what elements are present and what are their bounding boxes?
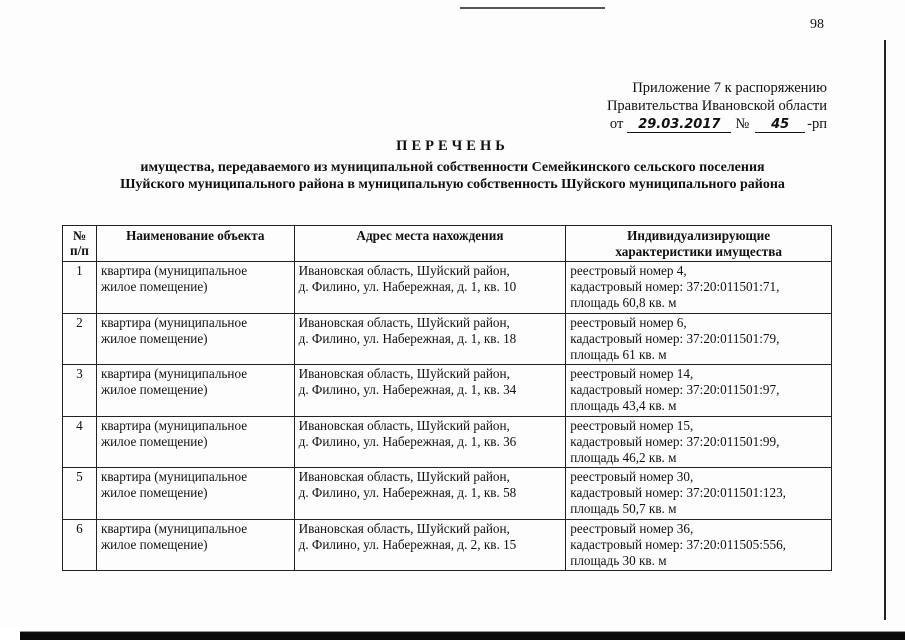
object-name-line-2: жилое помещение) xyxy=(100,536,208,552)
cadastral-number: кадастровый номер: 37:20:011501:123, xyxy=(570,485,786,500)
row-object-name xyxy=(96,365,294,417)
row-object-name xyxy=(96,468,294,520)
address-line-1: Ивановская область, Шуйский район, xyxy=(298,314,510,330)
cadastral-number: кадастровый номер: 37:20:011501:71, xyxy=(570,279,780,294)
row-number: 1 xyxy=(63,262,97,314)
table-header-row xyxy=(63,226,832,262)
document-subtitle xyxy=(30,159,875,193)
row-number: 5 xyxy=(63,468,97,520)
header-object-name: Наименование объекта xyxy=(96,226,294,262)
area: площадь 50,7 кв. м xyxy=(570,501,677,516)
row-address xyxy=(294,416,566,468)
appendix-line-1: Приложение 7 к распоряжению xyxy=(632,80,827,96)
area: площадь 30 кв. м xyxy=(570,552,667,568)
row-characteristics xyxy=(566,416,832,468)
appendix-line-3 xyxy=(607,115,827,133)
object-name-line-1: квартира (муниципальное xyxy=(100,469,248,484)
row-object-name xyxy=(96,416,294,468)
subtitle-line-2: Шуйского муниципального района в муниципальную собственность Шуйского муниципального района xyxy=(120,177,785,192)
appendix-line-2: Правительства Ивановской области xyxy=(606,98,827,114)
row-number: 3 xyxy=(63,365,97,417)
address-line-1: Ивановская область, Шуйский район, xyxy=(298,366,510,381)
registry-number: реестровый номер 14, xyxy=(570,366,694,381)
address-line-2: д. Филино, ул. Набережная, д. 1, кв. 34 xyxy=(298,382,517,397)
object-name-line-2: жилое помещение) xyxy=(100,279,208,294)
scan-artifact-top-line xyxy=(460,7,605,9)
table-row xyxy=(63,519,832,571)
document-title: ПЕРЕЧЕНЬ xyxy=(396,138,509,154)
header-characteristics-line-1: Индивидуализирующие xyxy=(627,228,771,243)
area: площадь 61 кв. м xyxy=(570,346,667,362)
cadastral-number: кадастровый номер: 37:20:011501:79, xyxy=(570,330,780,346)
row-address xyxy=(294,262,566,314)
registry-number: реестровый номер 6, xyxy=(570,314,687,330)
address-line-2: д. Филино, ул. Набережная, д. 1, кв. 18 xyxy=(298,330,517,346)
object-name-line-1: квартира (муниципальное xyxy=(100,417,248,433)
row-characteristics xyxy=(566,519,832,571)
row-address xyxy=(294,313,566,365)
object-name-line-1: квартира (муниципальное xyxy=(100,520,248,536)
table-row xyxy=(63,365,832,417)
cadastral-number: кадастровый номер: 37:20:011505:556, xyxy=(570,536,786,552)
property-table xyxy=(62,225,832,571)
number-label: № xyxy=(735,116,750,132)
header-number xyxy=(63,226,97,262)
registry-number: реестровый номер 15, xyxy=(570,417,694,433)
registry-number: реестровый номер 4, xyxy=(570,263,687,278)
area: площадь 43,4 кв. м xyxy=(570,398,677,413)
table-row xyxy=(63,262,832,314)
appendix-reference xyxy=(607,79,827,133)
object-name-line-1: квартира (муниципальное xyxy=(100,366,248,381)
address-line-1: Ивановская область, Шуйский район, xyxy=(298,263,510,278)
address-line-2: д. Филино, ул. Набережная, д. 1, кв. 58 xyxy=(298,485,517,500)
area: площадь 60,8 кв. м xyxy=(570,295,677,310)
row-characteristics xyxy=(566,468,832,520)
header-address: Адрес места нахождения xyxy=(294,226,566,262)
row-characteristics xyxy=(566,313,832,365)
header-number-line-2: п/п xyxy=(70,243,89,258)
header-number-line-1: № xyxy=(72,228,87,243)
header-characteristics-line-2: характеристики имущества xyxy=(615,244,782,259)
handwritten-number: 45 xyxy=(755,118,805,133)
row-number: 4 xyxy=(63,416,97,468)
registry-number: реестровый номер 30, xyxy=(570,469,694,484)
subtitle-line-1: имущества, передаваемого из муниципальной собственности Семейкинского сельского поселения xyxy=(140,160,765,175)
table-row xyxy=(63,313,832,365)
row-address xyxy=(294,365,566,417)
page-number: 98 xyxy=(810,17,824,32)
address-line-2: д. Филино, ул. Набережная, д. 2, кв. 15 xyxy=(298,536,517,552)
from-label: от xyxy=(609,116,624,132)
scan-artifact-bottom-bar xyxy=(0,626,905,640)
scan-artifact-right-edge xyxy=(884,40,886,620)
address-line-1: Ивановская область, Шуйский район, xyxy=(298,417,510,433)
area: площадь 46,2 кв. м xyxy=(570,449,677,465)
row-characteristics xyxy=(566,365,832,417)
row-object-name xyxy=(96,262,294,314)
cadastral-number: кадастровый номер: 37:20:011501:99, xyxy=(570,433,780,449)
header-characteristics xyxy=(566,226,832,262)
row-object-name xyxy=(96,519,294,571)
table-row xyxy=(63,416,832,468)
row-characteristics xyxy=(566,262,832,314)
address-line-2: д. Филино, ул. Набережная, д. 1, кв. 10 xyxy=(298,279,517,294)
row-object-name xyxy=(96,313,294,365)
object-name-line-1: квартира (муниципальное xyxy=(100,263,248,278)
object-name-line-2: жилое помещение) xyxy=(100,382,208,397)
address-line-2: д. Филино, ул. Набережная, д. 1, кв. 36 xyxy=(298,433,517,449)
object-name-line-2: жилое помещение) xyxy=(100,485,208,500)
registry-number: реестровый номер 36, xyxy=(570,520,694,536)
handwritten-date: 29.03.2017 xyxy=(627,118,731,133)
object-name-line-2: жилое помещение) xyxy=(100,433,208,449)
table-row xyxy=(63,468,832,520)
object-name-line-2: жилое помещение) xyxy=(100,330,208,346)
order-suffix: -рп xyxy=(807,116,827,132)
object-name-line-1: квартира (муниципальное xyxy=(100,314,248,330)
row-address xyxy=(294,519,566,571)
address-line-1: Ивановская область, Шуйский район, xyxy=(298,520,510,536)
address-line-1: Ивановская область, Шуйский район, xyxy=(298,469,510,484)
cadastral-number: кадастровый номер: 37:20:011501:97, xyxy=(570,382,780,397)
row-number: 6 xyxy=(63,519,97,571)
row-number: 2 xyxy=(63,313,97,365)
row-address xyxy=(294,468,566,520)
